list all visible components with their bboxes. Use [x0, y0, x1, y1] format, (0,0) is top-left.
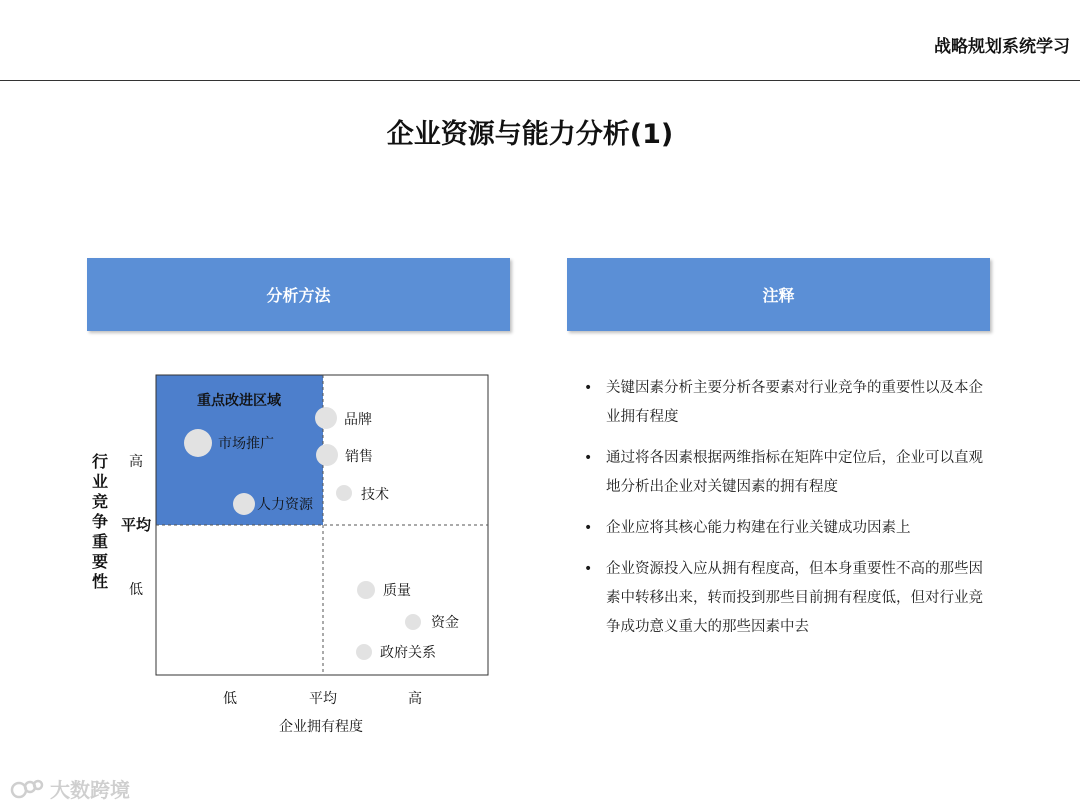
point-label-sales: 销售 [345, 449, 373, 465]
panel-header-notes [567, 258, 990, 331]
point-technology [336, 485, 352, 501]
point-marketing [184, 429, 212, 457]
focus-area-label: 重点改进区域 [197, 393, 281, 409]
y-axis-title-char: 行 [91, 452, 109, 471]
logo-icon [10, 777, 44, 801]
point-quality [357, 581, 375, 599]
page-title: 企业资源与能力分析(1) [386, 119, 674, 150]
y-axis-title-char: 竞 [91, 492, 109, 511]
y-tick-avg: 平均 [120, 516, 152, 534]
panel-header-notes-label: 注释 [762, 286, 795, 305]
point-label-marketing: 市场推广 [218, 436, 274, 452]
point-label-hr: 人力资源 [257, 497, 313, 513]
panel-header-method-label: 分析方法 [266, 286, 331, 305]
point-label-capital: 资金 [431, 615, 459, 631]
bullet-icon: • [584, 380, 593, 396]
point-capital [405, 614, 421, 630]
x-tick-low: 低 [223, 691, 237, 707]
y-axis-title-char: 重 [91, 532, 109, 551]
point-label-government: 政府关系 [380, 645, 436, 661]
note-item [584, 374, 984, 432]
y-axis-title [92, 452, 108, 591]
note-text: 企业应将其核心能力构建在行业关键成功因素上 [606, 520, 911, 536]
y-tick-low: 低 [129, 582, 143, 598]
point-government [356, 644, 372, 660]
y-axis-title-char: 业 [91, 472, 109, 491]
watermark [10, 774, 130, 803]
x-tick-avg: 平均 [309, 691, 337, 707]
notes-list [584, 374, 984, 654]
y-tick-high: 高 [129, 454, 143, 470]
header-divider [0, 80, 1080, 81]
bullet-icon: • [584, 520, 593, 536]
x-axis-title: 企业拥有程度 [279, 719, 363, 735]
x-tick-high: 高 [408, 691, 422, 707]
bullet-icon: • [584, 561, 593, 577]
point-label-brand: 品牌 [344, 412, 372, 428]
y-axis-title-char: 要 [91, 552, 109, 571]
y-axis-title-char: 性 [91, 572, 109, 591]
note-text: 企业资源投入应从拥有程度高，但本身重要性不高的那些因素中转移出来，转而投到那些目前拥有程度低，但对行业竞争成功意义重大的那些因素中去 [606, 561, 983, 635]
point-sales [316, 444, 338, 466]
bullet-icon: • [584, 450, 593, 466]
note-text: 通过将各因素根据两维指标在矩阵中定位后，企业可以直观地分析出企业对关键因素的拥有程度 [606, 450, 983, 495]
point-hr [233, 493, 255, 515]
header-title: 战略规划系统学习 [934, 37, 1070, 57]
panel-header-method [87, 258, 510, 331]
note-item [584, 555, 984, 642]
note-item [584, 514, 984, 543]
point-label-quality: 质量 [383, 583, 411, 599]
note-item [584, 444, 984, 502]
point-label-technology: 技术 [361, 487, 389, 503]
point-brand [315, 407, 337, 429]
y-axis-title-char: 争 [91, 512, 109, 531]
watermark-text: 大数跨境 [50, 778, 130, 802]
note-text: 关键因素分析主要分析各要素对行业竞争的重要性以及本企业拥有程度 [606, 380, 983, 425]
